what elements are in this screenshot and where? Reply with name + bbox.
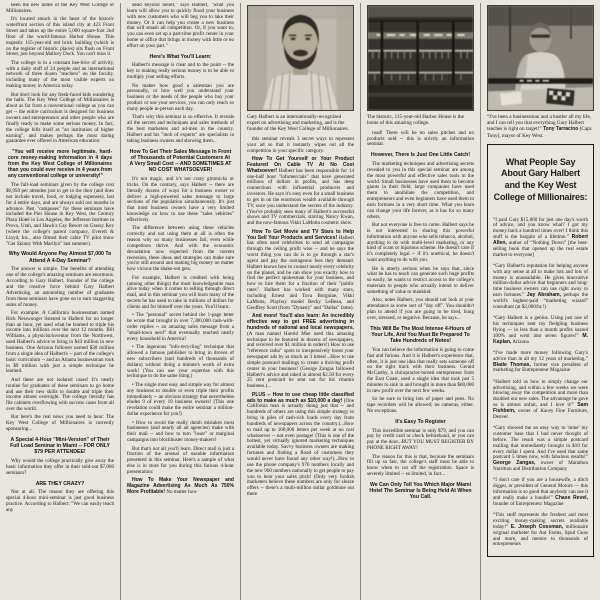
body-paragraph [127,447,234,476]
paragraph-text: this seminar reveals 3 secret ways to represent your ad so that it instantly wipes out all the competition in your specific category. [247,135,354,154]
paragraph-text: And these are not isolated cases! It's nearly routine for graduates of these seminars to go home and use their new skills to double and triple their income almost overnight. The college literally has file cabinets overflowing with success cases from all over the world. [6,376,114,413]
section-heading [8,437,112,456]
testimonial [493,513,588,548]
testimonial [493,478,588,507]
paragraph-text: We Can Only Tell You Which Major Miami Hotel The Seminar Is Being Held At When You Call. [369,481,472,501]
text-column-1 [0,3,120,600]
body-paragraph [6,459,114,477]
paragraph-lead: And more! You'll also learn: An incredibly effective way to get FREE advertising in hundreds of national and local newspapers. [247,313,354,331]
paragraph-text: Halbert has often used celebrities to send ad campaigns through the ceiling profit wise -- and he says the worst thing you can do is to go through a star's agent and pay the outrageous fees they demand. Halbert knows how to contact nearly every celebrity on the planet, and he can show you exactly how to find the perfect spokesman for your business, and how to hire them for a fraction of their "public rates". Halbert has worked with many stars, including Ernest and Tova Borgnine, Vikki LaMotta, Playboy model Becky LeBeau, and Geoffrey Scott (from "Dynasty" and "Dallas" fame). [247,234,354,311]
sidebar-column [480,3,600,600]
photo-caption [367,114,474,126]
section-heading [8,481,112,487]
body-paragraph [127,177,234,224]
testimonial-name: Blade Thomas, [493,361,531,368]
harbor-house-photo [367,5,474,111]
paragraph-text: Gary Halbert is an internationally-recognized expert on advertising and marketing, and is the founder of the Key West College of Millionaires. [247,113,349,132]
body-paragraph [367,455,474,478]
paragraph-text: You can believe the information is going to come fast and furious. And it is Halbert's experience that, often, it is just one idea that really sets someone off on the right track with their business. Gerald McCarthy, a chiropractor-turned entrepreneur from the East Coast, used a single idea that took just 5 minutes to sink in and brought in more than $60,000 in new profit over the next few weeks. [367,346,474,394]
testimonial-quote: “Gary Halbert is a genius. Using just one of his techniques sent my fledgling business flying — in less than a month profits soared 100% and went into seven figures!” [493,315,588,339]
paragraph-text: • The single most easy and simple way for almost any business to double or even triple their profits immediately -- an obvious strategy that nevertheless eludes 9 of every 10 business owners! (This one revelation could make the entire seminar a million-dollar experience for you!) [127,381,234,418]
paragraph-text: It's located smack in the heart of the historic waterfront section of this island city at 423 Front Street and takes up the entire 5,000 square-foot 2nd floor of the world-famous Harbor House. This majestic 115-year-old red brick building (which is on the register of historic places) sits flush on Front Street, just beyond Mallory Dock. You can't miss it. [6,16,114,58]
photo-caption [247,114,354,132]
paragraph-text: • The ingenious "info-recycling" technique that allowed a famous publisher to bring in droves of new subscribers (and hundreds of thousands of dollars) without doing a minute's worth of extra work! (You can use your expertise with this technique to do the same thing.) [127,344,234,380]
paragraph-text: So be sure to bring lots of paper and pens. No tape recorders will be allowed; no cameras, either. No exceptions. [367,396,474,414]
gary-halbert-photo [247,5,354,111]
testimonial-role: owner of Marathon Nutrition and Distribution Company [493,460,588,473]
paragraph-text: The reason for this is that, because the seminars fill up so fast, the college's staff must be able to know when to cut off the registration. Space is severely limited -- so limited, in fact... [367,453,474,478]
testimonial [493,264,588,311]
paragraph-text: It's not magic, and it's not crazy gimmicks or tricks. On the contrary, says Halbert -- there are literally dozens of ways for a business owner to deliver a high-powered sales message to large sections of the population simultaneously. It's just that most business owners have a very limited knowledge on how to use these "sales vehicles" effectively. [127,176,234,223]
testimonial-role: millionaire original marketer for Ant Farms, Spud Guns and more, and mentor to thousands of entrepreneurs [493,523,588,548]
body-paragraph [127,313,234,342]
paragraph-lead: How To Get Movie and TV Stars to Help You Sell Your Products and Services! [247,228,354,241]
body-paragraph [367,131,474,149]
body-paragraph [247,314,354,390]
paragraph-text: But here's the real news you need to hear: The Key West College of Millionaires is currently sponsoring... [6,414,114,433]
body-paragraph [127,84,234,113]
gary-halbert-portrait-image [248,6,353,110]
testimonial-quote: “I paid Gary $15,000 for just one day's worth of advice, and you know what? I got my money back a hundred times over! I think this stuff is the bargain of a lifetime.” [493,216,588,241]
testimonial-name: E. Joseph Cossman, [510,523,564,530]
body-paragraph [127,383,234,418]
testimonial [493,380,588,421]
body-paragraph [6,490,114,513]
text-column-3 [240,3,360,600]
paragraph-text: A Special 4-Hour "Mini-Version" of Their Full Load Seminar in Miami -- FOR ONLY $79 PER ATTENDEE! [10,437,110,456]
body-paragraph [127,276,234,311]
testimonial-quote: “I've made more money following Gary's advice than in all my 12 years of marketing.” [493,349,588,362]
section-heading [369,326,472,345]
harbor-house-building-image [368,6,473,110]
section-heading [129,149,232,174]
testimonial-quote: “This stuff represents the freshest and most exciting money-making secrets available today!” [493,512,588,530]
caption-text: (Capt. Tony), mayor of Key West. [487,125,593,139]
body-paragraph [127,478,234,496]
testimonial-role: former vice president of marketing for Entrepreneur Magazine [493,361,588,374]
body-paragraph [247,230,354,312]
tony-tarracino-desk-image [488,6,593,110]
body-paragraph [127,226,234,273]
body-paragraph [127,3,234,50]
paragraph-text: • How to avoid the really dumb mistakes most businesses (and nearly all ad agencies) make with their mail -- and how to turn "loser" or marginal campaigns into blockbuster money-makers! [127,419,234,444]
caption-name: Tony Tarracino [542,125,579,132]
testimonial-role: perhaps the world's highest-paid “marketing wizard” consultant (at $2,000/hr.!) [493,292,588,310]
testimonial [493,218,588,259]
paragraph-text: "You will receive more legitimate, hard-core money-making information in 4 days from the Key West College of Millionaires than you could ever receive in 4 years from any conventional college or university!" [8,149,112,180]
paragraph-text: However, There Is Just One Little Catch! [370,152,471,159]
body-paragraph [367,267,474,296]
paragraph-text: The historic, 115-year-old Harbor House is the home of this amazing college. [367,113,464,126]
testimonial-role: author of “Nothing Down” [the best-selling book that opened up the real estate market to everyone] [493,239,588,258]
testimonial-role: founder of Entrepreneur Magazine [493,500,564,507]
testimonial-quote: “Gary showed me an easy way to 'mine' my customer base that I had never thought of before. The result was a simple postcard mailing that immediately brought in $10 for every dollar I spent. And I've used that same postcard 5 times now, with fabulous results!” [493,425,588,461]
paragraph-text: ARE THEY CRAZY? [35,480,85,487]
photo-caption [487,114,594,139]
paragraph-text: dead beyond belief," says Halbert, "what you learn will allow you to quickly flood your business with new customers who will beg you to take their money. Or it can help you create a new business that will smash all competition. Or, if you want to, you can even set up a part-time profit center in your home or office that brings in money with little or no effort on your part." [127,3,234,49]
paragraph-text: But not everyone is free to come. Halbert says he is not interested in sharing this powerful information with anyone who sells tobacco, alcohol, anything to do with multi-level marketing, or any kind of scam or injurious scheme. He doesn't care if it's completely legal -- if it's unethical, he doesn't want anything to do with you. [367,222,474,264]
paragraph-text: The full-load seminars given by the college cost $6,950 per attendee just to get in the door (and does not include travel, food, or lodging expenses), last for 4 entire days, and are always sold out months in advance. Past "campuses" for these seminars have included the Pier House in Key West, the Century Plaza Hotel in Los Angeles, the Jefferson Institute in Provo, Utah, and Hawk's Cay Resort on Grassy Key (where the college's parent company, Everett & Lloyd, Inc., also filmed their cable TV pilot show "Get Skinny With Marilyn" last summer). [6,182,114,247]
section-heading [369,419,472,425]
section-heading [129,54,232,60]
testimonial-quote: “Halbert told us how to simply change our advertising, and within a few weeks we were blowing away the competition and more than doubled our new sales. The advantage he gave us is almost unfair, and I love it!” [493,378,588,409]
body-paragraph [6,183,114,247]
paragraph-text: Also, notes Halbert, you should not look at your attendance as some sort of "day off". You shouldn't plan to attend if you are going to be tired, hung over, stressed, or negative. Because, he says... [367,297,474,321]
testimonial-role: owner of Kacey Fine Furniture, Denver. [493,407,588,420]
paragraph-text: For example: A California businessman named Rick Neiswonger listened to Halbert for no longer than an hour, yet used what he learned to triple his income into millions over the next 12 months. Bill Williams, a physicist/inventor from the Northwest, used Halbert's advice to bring in $43 million in new business. One Arizona follower earned $30 million from a single idea of Halbert's -- part of the college's basic curriculum -- and an Atlanta businessman took in $9 million with just a simple technique he learned. [6,309,114,375]
testimonial-name: Sam Fishbein, [493,402,588,414]
paragraph-text: For example, Halbert is credited with being (among other things) the most knowledgeable man alive today when it comes to selling through direct mail, and in this seminar you will learn many of the secrets he has used to rake in millions of dollars for clients and for himself over the years. You'll learn: [127,274,234,310]
body-paragraph [367,298,474,321]
paragraph-text: That's why this seminar is so effective. It reveals all the secrets and techniques and sales methods of the best marketers and ad-men in the country. Halbert and his "mob of experts" are specialists in taking business owners and showing them... [127,114,234,144]
paragraph-text: been the new home of the Key West College of Millionaires. [6,3,114,14]
paragraph-text: Halbert's message is clear and to the point -- the key to making really serious money is to be able to multiply your selling efforts. [127,62,234,81]
caption-text: “I've been a businessman and a hustler all my life, and I can tell you that everything Gary Halbert teaches is right on target!” [487,113,592,132]
section-heading [369,482,472,501]
body-paragraph [6,415,114,433]
body-paragraph [8,149,112,179]
paragraph-text: Halbert has been responsible for 14 one-half hour "infomercials" that have generated millions of dollars in profits, and has deep connections with influential producers and investors. He says it's easy even for a small business to get in on the enormous wealth available through TV, once you understand the secrets of the industry. (You've probably seen many of Halbert's successful shows and TV commercials, starring Nancy Kwan, and the now-famous Vikki LaMotta cosmetic show. [247,167,354,227]
body-paragraph [6,93,114,146]
paragraph-text: The answer is simple. The benefits of attending one of the college's amazing seminars are enormous. According to Gary Halbert, founder of the college and the creative force behind Gary Halbert Advertising, an astounding number of graduates from these seminars have gone on to earn staggering sums of money. [6,266,114,308]
paragraph-lead: How To Make Your Newspaper and Magazine Advertising As Much As 750% More Profitable! [127,477,234,496]
testimonials-heading: What People Say About Gary Halbert and the Key West College of Millionaires: [493,156,588,202]
paragraph-lead: PLUS -- How to use cheap little classified ads to make as much as $10,000 a day! [247,391,354,404]
paragraph-text: He is utterly serious when he says that, since what he has to teach can generate such huge profits so easily, he wants to restrict access to the college's materials to people who actually intend to deliver something of value to mankind. [367,265,474,295]
testimonial-name: Jay Abraham, [526,292,562,299]
section-heading [8,251,112,263]
body-paragraph [247,137,354,155]
text-column-4 [360,3,480,600]
paragraph-text: No matter how [165,489,197,496]
testimonial [493,351,588,374]
paragraph-text: But that's not all you'll learn. Direct mail is just a fraction of the arsenal of useable information presented in this seminar. Here's a sample of what else is in store for you during this furious 4-hour presentation: [127,445,234,475]
body-paragraph [367,348,474,395]
body-paragraph [367,429,474,452]
testimonial [493,426,588,473]
text-column-2 [120,3,240,600]
body-paragraph [367,397,474,415]
body-paragraph [6,3,114,15]
paragraph-text: No matter how good a salesman you are personally, or how well you understand your business or the needs of the people who buy your product or use your services, you can only reach so many people in-person each day. [127,82,234,112]
body-paragraph [127,63,234,81]
body-paragraph [127,421,234,444]
paragraph-text: This Will Be The Most Intense 4-Hours of Your Life, And You Must Be Prepared To Take Hundreds of Notes! [370,325,471,345]
body-paragraph [247,393,354,498]
body-paragraph [6,61,114,90]
body-paragraph [247,157,354,227]
paragraph-text: (One California man is actually doing just that -- and hundreds of others are using this simple strategy to bring in piles of cash-rich loads every day from hundreds of newspapers across the country.)...How to mail up to 100,000 letters per week at no cost whatsoever -- not even postage! (This is one of the hottest, yet virtually ignored marketing techniques available today. Savvy business owners are making fortunes and finding a flood of customers they would never have found any other way!)...How to use the phone company's 976 numbers locally and the new 900 numbers nationally to get people to pay you to hear your sales pitch! (Only very foolish marketers believe these numbers are only for sleaze offers -- there's a multi-million dollar goldmine out there [247,397,354,498]
body-paragraph [6,311,114,375]
paragraph-text: (A man named Harold Moe used this amazing technique to be featured in dozens of newspapers, and received over $1 million in orders!) How to use "reference radio" spots to inexpensively boost your newspaper ads by as much as 3 times!...How to use simple postcard mailings to create a thriving profit center in your business! (George Zangas followed Halbert's advice and raked in almost $2.50 for every 25 cent postcard he sent out for his vitamin business.)... [247,330,354,390]
testimonial-quote: “Gary Halbert's reputation for helping anyone with any sense at all to make lots and lots of money is unassailable. He gives innovative million-dollar advice that beginners and long-time business owners can use right away to earn fortunes.” [493,262,588,299]
body-paragraph [367,162,474,220]
paragraph-text: • The "personal" secret behind the 1-page letter he wrote that brought in over 7,300,000 cash-with-order replies -- an amazing sales message from a "small-town nerd" that eventually reached nearly every household in America! [127,312,234,342]
paragraph-text: But don't look for any fresh-faced kids wandering the halls. The Key West College of Millionaires is about as far from a conventional college as you can get -- the entire curriculum is designed for business owners and entrepreneurs and other people who are finally ready to make some serious money. In fact, the college bills itself as "an institution of higher earning", and makes perhaps the most daring guarantee ever offered in American education: [6,91,114,145]
tony-tarracino-photo [487,5,594,111]
paragraph-text: Why would the college practically give away the basic information they offer in their sold-out $7,000 seminars? [6,458,114,476]
testimonial-name: Robert Allen, [493,234,588,246]
testimonial-name: M. Kaplan, [493,332,588,345]
paragraph-text: The difference between using these vehicles correctly and not using them at all is often the reason why so many businesses fail, even while competitors thrive. And with the economic devastation now expected from the current recession, these ideas and strategies can make sure you're still around and making big money no matter how vicious the shake-out gets. [127,225,234,273]
testimonial-name: Chase Revel, [555,494,588,501]
body-paragraph [367,223,474,264]
paragraph-text: The marketing techniques and advertising secrets revealed to you in this special seminar are among the most powerful and effective sales tools in the world. Small businesses have used them to become giants in their field, large companies have used them to annihilate the competition, and entrepreneurs and even beginners have used them to earn fortunes in a very short time. What you learn can change your life forever, as it has for so many others. [367,161,474,220]
body-paragraph [127,345,234,380]
testimonial-name: George Zangas, [493,460,536,467]
body-paragraph [6,17,114,58]
body-paragraph [6,267,114,308]
testimonial-role: Arizona [511,338,529,345]
paragraph-text: The college is in a constant bee-hive of activity, with a daily staff of 24 people and an international network of three dozen "teachers" on the faculty, including many of the most visible experts on making money in America today. [6,59,114,90]
paragraph-text: How To Get Their Sales Message In Front of Thousands of Potential Customers At A Very Small Cost -- AND SOMETIMES AT NO COST WHATSOEVER! [129,148,232,174]
paragraph-text: This incredible seminar is only $79, and you can pay by credit card or check beforehand, or you can pay at the door...BUT YOU MUST REGISTER BY PHONE RIGHT AWAY! [367,427,474,452]
testimonial [493,316,588,345]
paragraph-text: road! There will be no sales pitches and no products sold -- this is strictly an information seminar. [367,129,474,148]
body-paragraph [127,115,234,144]
paragraph-text: Why Would Anyone Pay Almost $7,000 To Attend A 4-Day Seminar? [8,251,112,264]
testimonials-box [487,144,594,557]
paragraph-lead: How To Get Yourself or Your Product Featured On Cable TV At No Cost Whatsoever! [247,156,354,174]
body-paragraph [6,378,114,413]
section-heading [369,152,472,158]
paragraph-text: Not at all. The reason they are offering this special 4-hour mini-seminar is just good business practice. According to Halbert: "We can easily teach any [6,489,114,513]
paragraph-text: Here's What You'll Learn: [149,53,212,60]
testimonial-quote: “I don't care if you are a housewife, a ditch digger, or president of General Motors — this information is so good that anybody can use it and really make a bundle!” [493,477,588,501]
paragraph-text: It's Easy To Register [395,418,446,425]
